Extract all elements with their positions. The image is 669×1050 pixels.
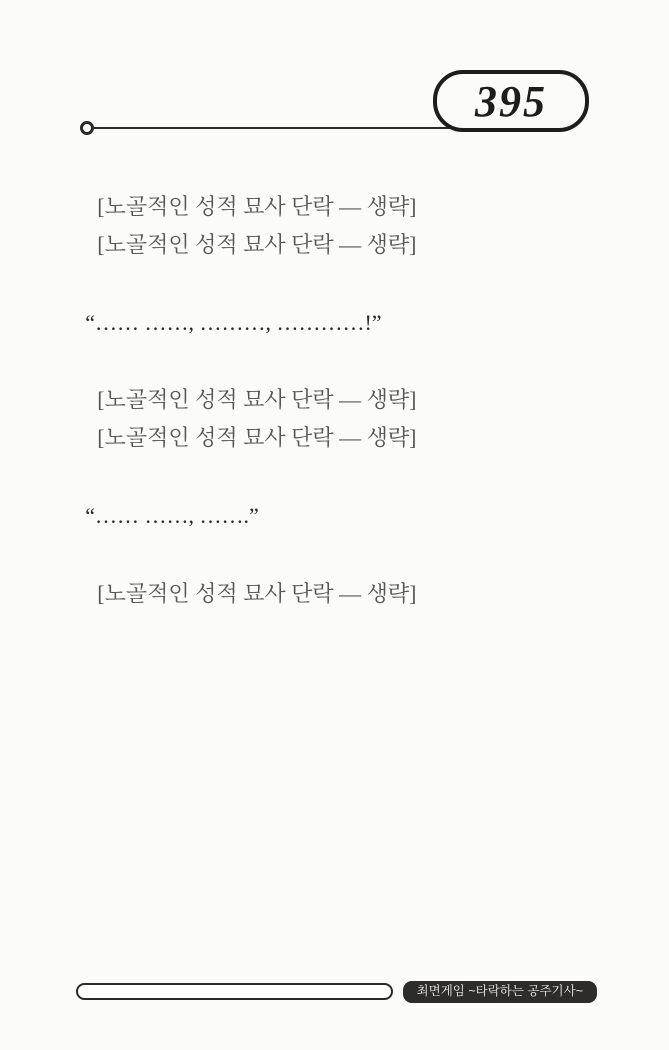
- paragraph-narration: [노골적인 성적 묘사 단락 — 생략]: [97, 231, 417, 257]
- paragraph-dialogue: “…… ……, …….”: [85, 503, 259, 529]
- paragraph-narration: [노골적인 성적 묘사 단락 — 생략]: [97, 194, 417, 219]
- paragraph-dialogue: “…… ……, ………, …………!”: [85, 309, 382, 335]
- header-rule: [92, 127, 492, 129]
- paragraph-narration: [노골적인 성적 묘사 단락 — 생략]: [97, 387, 417, 413]
- footer-decorative-pill: [76, 983, 393, 1000]
- page-number-badge: 395: [433, 70, 589, 132]
- series-title-badge: 최면게임 ~타락하는 공주기사~: [403, 981, 597, 1003]
- header-rule-end-dot: [80, 121, 94, 135]
- page-header: [0, 0, 669, 150]
- paragraph-narration: [노골적인 성적 묘사 단락 — 생략]: [97, 580, 417, 606]
- page-body: [72, 188, 599, 613]
- page-footer: [76, 981, 597, 1003]
- paragraph-narration: [노골적인 성적 묘사 단락 — 생략]: [97, 425, 417, 451]
